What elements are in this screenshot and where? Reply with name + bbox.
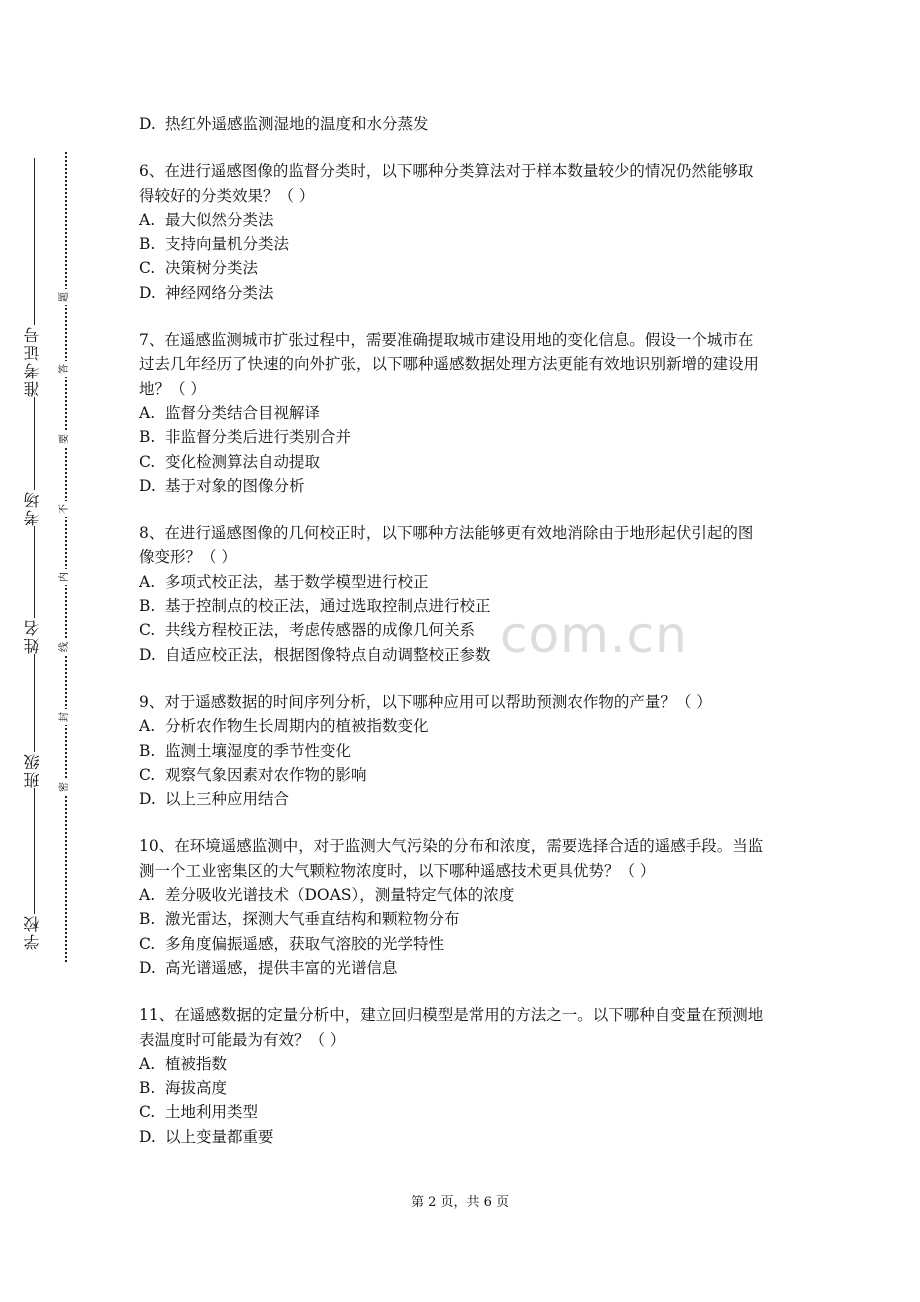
option-letter: B. — [139, 428, 156, 447]
option-a — [139, 1052, 789, 1076]
option-letter: B. — [139, 910, 156, 929]
seal-char: 内 — [58, 569, 72, 585]
option-text: 以上三种应用结合 — [165, 790, 290, 809]
option-text: 基于对象的图像分析 — [165, 476, 305, 495]
question-6 — [139, 159, 789, 305]
option-text: 差分吸收光谱技术（DOAS），测量特定气体的浓度 — [165, 886, 515, 905]
option-letter: D. — [139, 115, 156, 133]
option-letter: A. — [139, 886, 156, 905]
option-b — [139, 232, 789, 256]
option-a — [139, 883, 789, 907]
question-stem — [139, 834, 789, 883]
question-list — [139, 112, 789, 1172]
option-text: 以上变量都重要 — [165, 1127, 274, 1146]
option-letter: A. — [139, 1054, 156, 1073]
option-letter: C. — [139, 765, 156, 784]
seal-char: 封 — [58, 709, 72, 725]
option-b — [139, 1076, 789, 1100]
binding-dotted-line — [65, 152, 67, 962]
question-10 — [139, 834, 789, 980]
option-b — [139, 425, 789, 449]
option-d — [139, 1125, 789, 1149]
option-d — [139, 956, 789, 980]
stem-line: 表温度时可能最为有效？（ ） — [139, 1030, 346, 1049]
seal-char: 密 — [58, 779, 72, 795]
option-text: 最大似然分类法 — [165, 210, 274, 229]
page-footer: 第 2 页，共 6 页 — [410, 1195, 510, 1210]
question-stem — [139, 328, 789, 401]
option-d — [139, 643, 789, 667]
binding-margin — [0, 140, 90, 980]
stem-line: 9、对于遥感数据的时间序列分析，以下哪种应用可以帮助预测农作物的产量？（ ） — [139, 692, 712, 711]
option-text: 多项式校正法，基于数学模型进行校正 — [165, 572, 429, 591]
binding-label-class: 班级 — [18, 752, 48, 788]
option-c — [139, 932, 789, 956]
seal-char: 线 — [58, 639, 72, 655]
option-text: 变化检测算法自动提取 — [165, 452, 321, 471]
option-text: 支持向量机分类法 — [165, 235, 290, 254]
question-11 — [139, 1003, 789, 1149]
option-text: 植被指数 — [165, 1054, 228, 1073]
stem-line: 10、在环境遥感监测中，对于监测大气污染的分布和浓度，需要选择合适的遥感手段。当监 — [139, 837, 764, 856]
option-b — [139, 739, 789, 763]
option-a — [139, 208, 789, 232]
option-c — [139, 618, 789, 642]
option-letter: A. — [139, 403, 156, 422]
option-text: 土地利用类型 — [165, 1103, 259, 1122]
question-stem — [139, 159, 789, 208]
option-letter: D. — [139, 1127, 156, 1146]
option-text: 激光雷达，探测大气垂直结构和颗粒物分布 — [165, 910, 460, 929]
binding-label-school: 学校 — [18, 914, 48, 950]
option-d — [139, 281, 789, 305]
stem-line: 6、在进行遥感图像的监督分类时，以下哪种分类算法对于样本数量较少的情况仍然能够取 — [139, 162, 754, 181]
option-c — [139, 450, 789, 474]
option-text: 热红外遥感监测湿地的温度和水分蒸发 — [165, 115, 429, 133]
seal-char: 题 — [58, 289, 72, 305]
option-text: 高光谱遥感，提供丰富的光谱信息 — [165, 958, 398, 977]
option-text: 非监督分类后进行类别合并 — [165, 428, 352, 447]
option-letter: D. — [139, 645, 156, 664]
option-letter: C. — [139, 1103, 156, 1122]
option-text: 共线方程校正法，考虑传感器的成像几何关系 — [165, 621, 476, 640]
option-c — [139, 763, 789, 787]
option-a — [139, 570, 789, 594]
option-text: 监督分类结合目视解译 — [165, 403, 321, 422]
option-letter: B. — [139, 597, 156, 616]
option-letter: C. — [139, 452, 156, 471]
option-letter: D. — [139, 476, 156, 495]
option-text: 监测土壤湿度的季节性变化 — [165, 741, 352, 760]
question-9 — [139, 690, 789, 811]
seal-char: 不 — [58, 501, 72, 517]
question-stem — [139, 1003, 789, 1052]
option-letter: D. — [139, 283, 156, 302]
option-text: 分析农作物生长周期内的植被指数变化 — [165, 717, 429, 736]
option-letter: B. — [139, 235, 156, 254]
binding-label-exam-number: 准考证号 — [18, 325, 48, 397]
question-7 — [139, 328, 789, 498]
stem-line: 地？（ ） — [139, 379, 206, 398]
stem-line: 测一个工业密集区的大气颗粒物浓度时，以下哪种遥感技术更具优势？（ ） — [139, 861, 656, 880]
carry-over-option — [139, 112, 789, 136]
option-letter: A. — [139, 717, 156, 736]
option-text: 海拔高度 — [165, 1079, 228, 1098]
option-letter: B. — [139, 1079, 156, 1098]
option-letter: B. — [139, 741, 156, 760]
option-letter: C. — [139, 934, 156, 953]
option-c — [139, 256, 789, 280]
stem-line: 过去几年经历了快速的向外扩张，以下哪种遥感数据处理方法更能有效地识别新增的建设用 — [139, 355, 760, 374]
option-text: 观察气象因素对农作物的影响 — [165, 765, 367, 784]
binding-label-exam-room: 考场 — [18, 490, 48, 526]
option-text: 神经网络分类法 — [165, 283, 274, 302]
seal-char: 要 — [58, 431, 72, 447]
option-b — [139, 907, 789, 931]
seal-char: 答 — [58, 361, 72, 377]
option-letter: D. — [139, 790, 156, 809]
option-letter: A. — [139, 572, 156, 591]
stem-line: 得较好的分类效果？（ ） — [139, 186, 315, 205]
question-8 — [139, 521, 789, 667]
option-letter: C. — [139, 259, 156, 278]
binding-solid-line — [34, 158, 35, 948]
watermark: com.cn — [500, 606, 688, 664]
option-text: 自适应校正法，根据图像特点自动调整校正参数 — [165, 645, 491, 664]
option-text: 多角度偏振遥感，获取气溶胶的光学特性 — [165, 934, 445, 953]
binding-label-name: 姓名 — [18, 618, 48, 654]
stem-line: 像变形？（ ） — [139, 548, 237, 567]
option-c — [139, 1100, 789, 1124]
option-a — [139, 714, 789, 738]
stem-line: 7、在遥感监测城市扩张过程中，需要准确提取城市建设用地的变化信息。假设一个城市在 — [139, 331, 754, 350]
option-b — [139, 594, 789, 618]
question-stem — [139, 521, 789, 570]
option-text: 基于控制点的校正法，通过选取控制点进行校正 — [165, 597, 491, 616]
question-stem — [139, 690, 789, 714]
option-letter: C. — [139, 621, 156, 640]
option-letter: D. — [139, 958, 156, 977]
option-d — [139, 787, 789, 811]
option-letter: A. — [139, 210, 156, 229]
stem-line: 8、在进行遥感图像的几何校正时，以下哪种方法能够更有效地消除由于地形起伏引起的图 — [139, 524, 754, 543]
option — [139, 112, 789, 136]
option-d — [139, 474, 789, 498]
option-a — [139, 401, 789, 425]
option-text: 决策树分类法 — [165, 259, 259, 278]
stem-line: 11、在遥感数据的定量分析中，建立回归模型是常用的方法之一。以下哪种自变量在预测地 — [139, 1006, 764, 1025]
